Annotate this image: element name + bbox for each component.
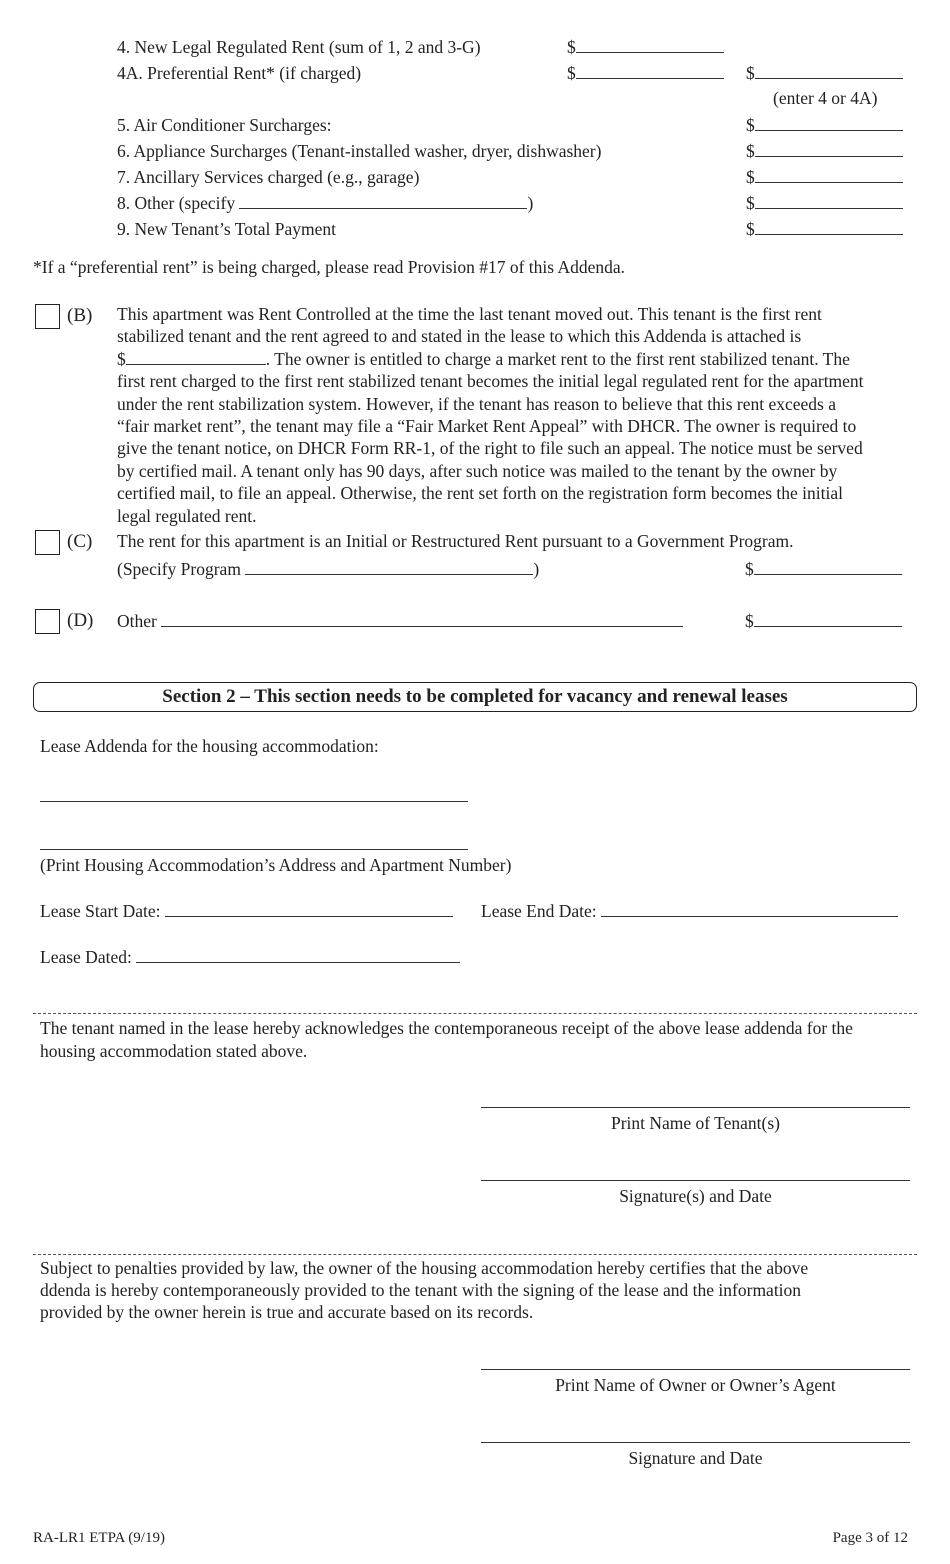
item-8-amount-field[interactable] — [746, 192, 903, 214]
option-b-rent-field[interactable] — [126, 349, 266, 365]
option-c-label: (C) — [67, 531, 93, 552]
option-c-text: The rent for this apartment is an Initial or Restructured Rent pursuant to a Government Program. — [117, 531, 794, 551]
lease-start-date — [40, 900, 453, 922]
currency-symbol: $ — [745, 611, 754, 631]
section-2-header: Section 2 – This section needs to be completed for vacancy and renewal leases — [33, 682, 917, 712]
option-b-text — [117, 303, 917, 527]
currency-symbol: $ — [746, 193, 755, 213]
lease-start-date-field[interactable] — [165, 901, 453, 917]
item-4-amount-field[interactable] — [567, 36, 724, 58]
item-8-suffix: ) — [527, 193, 534, 213]
item-4-label: 4. New Legal Regulated Rent (sum of 1, 2 and 3-G) — [117, 37, 481, 57]
item-8-label — [117, 192, 533, 214]
currency-symbol: $ — [567, 37, 576, 57]
item-8-specify-field[interactable] — [239, 193, 527, 209]
option-b-checkbox[interactable] — [35, 304, 60, 329]
option-c-specify-prefix: (Specify Program — [117, 559, 241, 579]
currency-symbol: $ — [746, 219, 755, 239]
owner-signature-caption: Signature and Date — [628, 1448, 763, 1468]
option-b-line: stabilized tenant and the rent agreed to and stated in the lease to which this Addenda is attached is — [117, 326, 802, 347]
currency-symbol: $ — [746, 141, 755, 161]
option-c-amount-field[interactable] — [745, 558, 902, 580]
currency-symbol: $ — [745, 559, 754, 579]
option-b-line-text: . The owner is entitled to charge a market rent to the first rent stabilized tenant. The — [265, 348, 850, 369]
option-c-specify-suffix: ) — [533, 559, 540, 579]
option-c-program-field[interactable] — [245, 559, 533, 575]
item-4a-label: 4A. Preferential Rent* (if charged) — [117, 63, 362, 83]
lease-dated — [40, 946, 460, 968]
lease-end-label: Lease End Date: — [481, 901, 597, 921]
item-6-label: 6. Appliance Surcharges (Tenant-installed washer, dryer, dishwasher) — [117, 141, 602, 161]
addenda-label: Lease Addenda for the housing accommodation: — [40, 736, 379, 756]
preferential-rent-footnote: *If a “preferential rent” is being charged, please read Provision #17 of this Addenda. — [33, 257, 626, 277]
tenant-signature-caption: Signature(s) and Date — [619, 1186, 772, 1206]
option-b-line: first rent charged to the first rent stabilized tenant becomes the initial legal regulated rent for the apartment — [117, 371, 864, 392]
currency-symbol: $ — [746, 63, 755, 83]
tenant-signature-field[interactable] — [481, 1180, 910, 1181]
item-9-label: 9. New Tenant’s Total Payment — [117, 219, 337, 239]
item-6-amount-field[interactable] — [746, 140, 903, 162]
option-b-line — [117, 348, 917, 370]
item-4a-amount-field[interactable] — [567, 62, 724, 84]
address-line-2-field[interactable] — [40, 849, 468, 850]
item-8-prefix: 8. Other (specify — [117, 193, 236, 213]
option-b-line: give the tenant notice, on DHCR Form RR-1, of the right to file such an appeal. The notice must be served — [117, 438, 863, 459]
owner-cert-line: Subject to penalties provided by law, the owner of the housing accommodation hereby certifies that the above — [40, 1258, 809, 1278]
tenant-ack-line: housing accommodation stated above. — [40, 1041, 308, 1061]
option-d-other-field[interactable] — [161, 611, 683, 627]
dashed-divider — [33, 1013, 917, 1014]
tenant-name-caption: Print Name of Tenant(s) — [610, 1113, 781, 1133]
option-c-checkbox[interactable] — [35, 530, 60, 555]
currency-symbol: $ — [746, 115, 755, 135]
form-id: RA-LR1 ETPA (9/19) — [33, 1530, 165, 1546]
currency-symbol: $ — [746, 167, 755, 187]
owner-name-field[interactable] — [481, 1369, 910, 1370]
lease-dated-label: Lease Dated: — [40, 947, 132, 967]
dashed-divider — [33, 1254, 917, 1255]
lease-end-date — [481, 900, 898, 922]
option-d-label: (D) — [67, 610, 94, 631]
option-b-line: by certified mail. A tenant only has 90 days, after such notice was mailed to the tenant by the owner by — [117, 460, 838, 481]
address-caption: (Print Housing Accommodation’s Address and Apartment Number) — [40, 855, 512, 875]
lease-start-label: Lease Start Date: — [40, 901, 161, 921]
option-b-line: under the rent stabilization system. However, if the tenant has reason to believe that this rent exceeds a — [117, 393, 836, 414]
currency-symbol: $ — [567, 63, 576, 83]
item-5-amount-field[interactable] — [746, 114, 903, 136]
owner-signature-field[interactable] — [481, 1442, 910, 1443]
item-7-amount-field[interactable] — [746, 166, 903, 188]
lease-end-date-field[interactable] — [601, 901, 898, 917]
owner-cert-line: provided by the owner herein is true and accurate based on its records. — [40, 1302, 534, 1322]
owner-name-caption: Print Name of Owner or Owner’s Agent — [555, 1375, 836, 1395]
rent-total-field[interactable] — [746, 62, 903, 84]
option-d-checkbox[interactable] — [35, 609, 60, 634]
option-b-label: (B) — [67, 305, 93, 326]
option-b-line: This apartment was Rent Controlled at the time the last tenant moved out. This tenant is the first rent — [117, 304, 822, 324]
enter-note: (enter 4 or 4A) — [773, 88, 878, 108]
option-d-text: Other — [117, 611, 157, 631]
address-line-1-field[interactable] — [40, 801, 468, 802]
tenant-name-field[interactable] — [481, 1107, 910, 1108]
owner-cert-line: ddenda is hereby contemporaneously provided to the tenant with the signing of the lease and the information — [40, 1280, 802, 1300]
option-b-line: certified mail, to file an appeal. Otherwise, the rent set forth on the registration form becomes the initial — [117, 483, 844, 504]
item-9-amount-field[interactable] — [746, 218, 903, 240]
option-d-amount-field[interactable] — [745, 610, 902, 632]
option-d-other — [117, 610, 683, 632]
item-7-label: 7. Ancillary Services charged (e.g., garage) — [117, 167, 420, 187]
lease-dated-field[interactable] — [136, 947, 460, 963]
option-b-line: legal regulated rent. — [117, 505, 257, 526]
option-c-specify — [117, 558, 539, 580]
currency-symbol: $ — [117, 348, 126, 369]
page-number: Page 3 of 12 — [832, 1530, 908, 1546]
item-5-label: 5. Air Conditioner Surcharges: — [117, 115, 332, 135]
option-b-line: “fair market rent”, the tenant may file a “Fair Market Rent Appeal” with DHCR. The owner is required to — [117, 416, 857, 437]
tenant-ack-line: The tenant named in the lease hereby acknowledges the contemporaneous receipt of the above lease addenda for the — [40, 1018, 853, 1038]
